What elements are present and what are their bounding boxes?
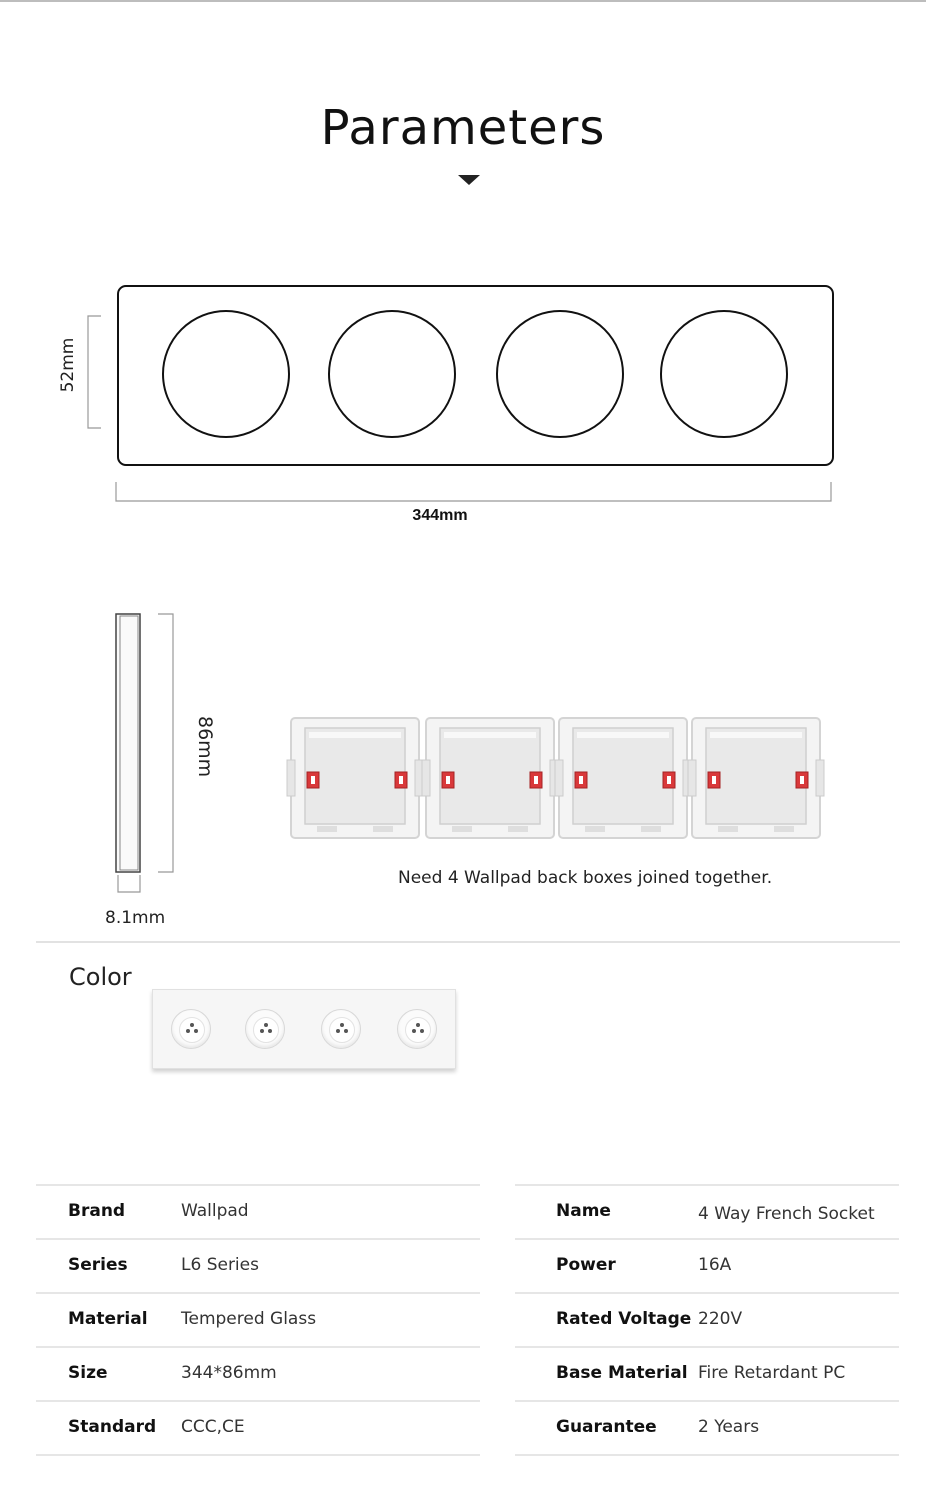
side-profile-diagram <box>100 605 190 895</box>
color-label: Color <box>69 963 132 991</box>
socket-icon <box>245 1009 285 1049</box>
spec-value: CCC,CE <box>181 1417 245 1437</box>
front-panel-diagram <box>0 270 926 510</box>
spec-value: 220V <box>698 1309 743 1329</box>
width-bracket <box>116 482 831 501</box>
socket-outline-1 <box>163 311 289 437</box>
color-swatch-white <box>152 989 456 1069</box>
spec-value: 2 Years <box>698 1417 760 1437</box>
back-box-4 <box>688 718 824 838</box>
spec-value: Fire Retardant PC <box>698 1363 846 1383</box>
socket-outline-2 <box>329 311 455 437</box>
spec-row-guarantee <box>515 1400 899 1456</box>
spec-row-rated-voltage <box>515 1292 899 1346</box>
spec-row-name <box>515 1184 899 1238</box>
height-dimension-label: 52mm <box>58 337 78 393</box>
spec-row-brand <box>36 1184 480 1238</box>
socket-outline-4 <box>661 311 787 437</box>
spec-key: Series <box>68 1255 128 1275</box>
spec-key: Standard <box>68 1417 157 1437</box>
spec-value: Wallpad <box>181 1201 249 1221</box>
page-title: Parameters <box>320 100 606 156</box>
caret-down-icon <box>458 175 480 185</box>
height-bracket <box>88 316 101 428</box>
spec-key: Power <box>556 1255 616 1275</box>
spec-key: Brand <box>68 1201 126 1221</box>
specs-table-left <box>36 1184 480 1456</box>
spec-key: Name <box>556 1201 611 1221</box>
specs-table-right <box>515 1184 899 1456</box>
spec-row-series <box>36 1238 480 1292</box>
socket-icon <box>397 1009 437 1049</box>
panel-outline <box>118 286 833 465</box>
thickness-label: 8.1mm <box>105 908 166 928</box>
spec-key: Rated Voltage <box>556 1309 692 1329</box>
spec-value: Tempered Glass <box>181 1309 317 1329</box>
spec-key: Size <box>68 1363 108 1383</box>
side-height-bracket <box>158 614 173 872</box>
spec-row-standard <box>36 1400 480 1456</box>
back-box-1 <box>287 718 423 838</box>
spec-key: Base Material <box>556 1363 688 1383</box>
back-box-note: Need 4 Wallpad back boxes joined together. <box>398 868 773 888</box>
spec-row-base-material <box>515 1346 899 1400</box>
spec-value: 4 Way French Socket <box>698 1204 875 1224</box>
spec-key: Guarantee <box>556 1417 657 1437</box>
socket-outline-3 <box>497 311 623 437</box>
width-dimension-label: 344mm <box>412 507 468 524</box>
spec-row-power <box>515 1238 899 1292</box>
top-divider <box>0 0 926 2</box>
socket-icon <box>171 1009 211 1049</box>
spec-value: L6 Series <box>181 1255 259 1275</box>
back-box-2 <box>422 718 558 838</box>
spec-row-size <box>36 1346 480 1400</box>
spec-row-material <box>36 1292 480 1346</box>
side-height-label: 86mm <box>194 716 216 778</box>
spec-value: 344*86mm <box>181 1363 277 1383</box>
spec-key: Material <box>68 1309 148 1329</box>
back-boxes-illustration <box>285 710 830 845</box>
back-box-3 <box>555 718 691 838</box>
socket-icon <box>321 1009 361 1049</box>
section-divider <box>36 941 900 943</box>
spec-value: 16A <box>698 1255 732 1275</box>
thickness-bracket <box>118 875 140 892</box>
